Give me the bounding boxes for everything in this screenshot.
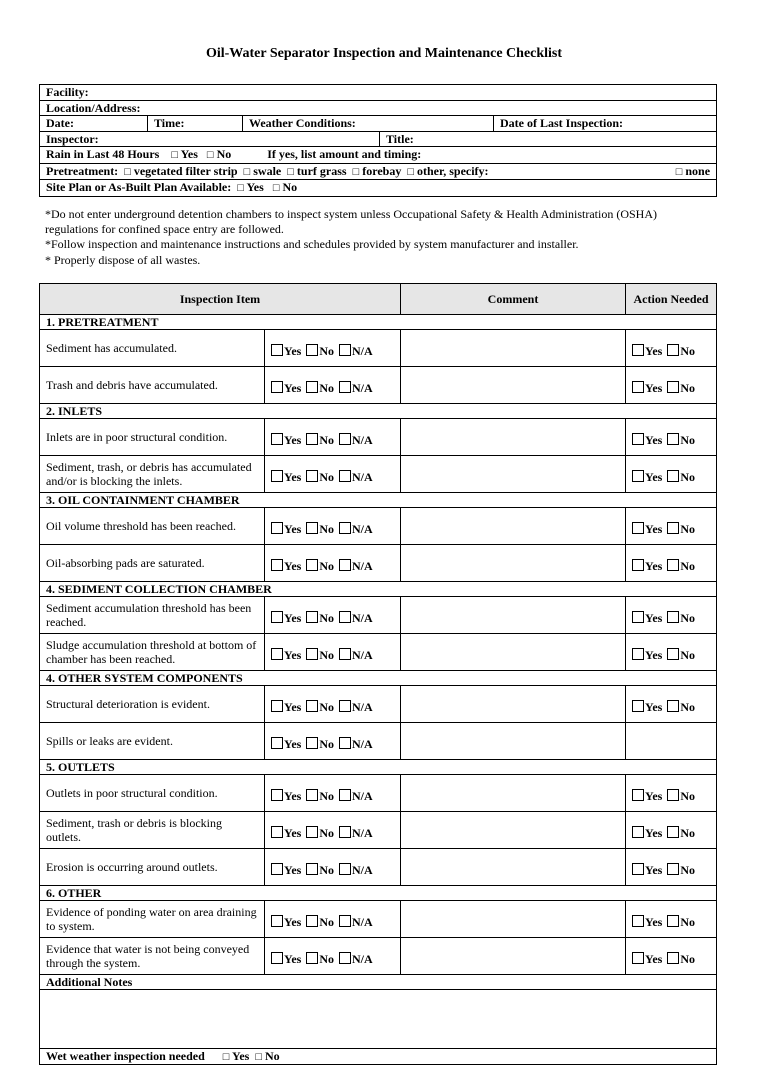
checkbox-icon[interactable] (632, 915, 644, 927)
checkbox-icon[interactable]: □ (675, 165, 683, 178)
action-options: Yes No (626, 938, 717, 975)
checkbox-icon[interactable] (339, 433, 351, 445)
checkbox-icon[interactable] (271, 522, 283, 534)
comment-cell[interactable] (401, 508, 626, 545)
inspection-item: Sediment accumulation threshold has been reached. (40, 597, 265, 634)
checkbox-icon[interactable] (271, 737, 283, 749)
checkbox-icon[interactable] (632, 522, 644, 534)
section-header: 4. OTHER SYSTEM COMPONENTS (40, 671, 717, 686)
checkbox-icon[interactable] (632, 863, 644, 875)
table-row (40, 419, 717, 456)
instructions-notes (45, 207, 705, 268)
additional-notes-field[interactable] (40, 990, 717, 1049)
checkbox-icon[interactable] (339, 522, 351, 534)
checkbox-icon[interactable] (339, 915, 351, 927)
wet-weather-row: Wet weather inspection needed □ Yes □ No (40, 1049, 717, 1065)
inspection-item: Sludge accumulation threshold at bottom of chamber has been reached. (40, 634, 265, 671)
checkbox-icon[interactable] (306, 381, 318, 393)
comment-cell[interactable] (401, 456, 626, 493)
checkbox-icon[interactable] (667, 611, 679, 623)
checkbox-icon[interactable] (339, 381, 351, 393)
checkbox-icon[interactable] (667, 700, 679, 712)
yes-no-na-options: Yes No N/A (265, 686, 401, 723)
action-options: Yes No (626, 456, 717, 493)
checkbox-icon[interactable]: □ (243, 165, 251, 178)
checkbox-icon[interactable] (667, 344, 679, 356)
checkbox-icon[interactable] (632, 433, 644, 445)
table-row (40, 901, 717, 938)
inspection-item: Evidence of ponding water on area draining to system. (40, 901, 265, 938)
checkbox-icon[interactable] (339, 826, 351, 838)
checkbox-icon[interactable] (271, 915, 283, 927)
location-field[interactable]: Location/Address: (40, 100, 717, 116)
action-options: Yes No (626, 849, 717, 886)
yes-no-na-options: Yes No N/A (265, 508, 401, 545)
comment-cell[interactable] (401, 330, 626, 367)
inspection-item: Oil volume threshold has been reached. (40, 508, 265, 545)
checkbox-icon[interactable]: □ (407, 165, 414, 178)
checkbox-icon[interactable] (632, 700, 644, 712)
note-dispose: * Properly dispose of all wastes. (45, 252, 201, 267)
checkbox-icon[interactable] (306, 952, 318, 964)
title-field[interactable]: Title: (380, 131, 717, 147)
checkbox-icon[interactable] (632, 611, 644, 623)
site-plan-row: Site Plan or As-Built Plan Available: □ Yes □ No (40, 180, 717, 197)
comment-cell[interactable] (401, 849, 626, 886)
comment-cell[interactable] (401, 686, 626, 723)
checkbox-icon[interactable] (667, 433, 679, 445)
checkbox-icon[interactable] (667, 559, 679, 571)
yes-no-na-options: Yes No N/A (265, 901, 401, 938)
checkbox-icon[interactable] (306, 344, 318, 356)
col-inspection-item: Inspection Item (40, 284, 401, 315)
section-header: 3. OIL CONTAINMENT CHAMBER (40, 493, 717, 508)
checkbox-icon[interactable]: □ (124, 165, 131, 178)
action-options: Yes No (626, 508, 717, 545)
inspection-item: Structural deterioration is evident. (40, 686, 265, 723)
checkbox-icon[interactable] (339, 559, 351, 571)
comment-cell[interactable] (401, 367, 626, 404)
checkbox-icon[interactable] (339, 611, 351, 623)
checkbox-icon[interactable]: □ (352, 165, 360, 178)
checkbox-icon[interactable] (271, 611, 283, 623)
checkbox-icon[interactable] (271, 433, 283, 445)
checkbox-icon[interactable] (632, 826, 644, 838)
header-info-table (39, 84, 717, 197)
checkbox-icon[interactable] (667, 470, 679, 482)
action-options: Yes No (626, 330, 717, 367)
time-field[interactable]: Time: (148, 116, 243, 132)
inspection-table (39, 283, 717, 1065)
comment-cell[interactable] (401, 812, 626, 849)
checkbox-icon[interactable] (667, 648, 679, 660)
weather-field[interactable]: Weather Conditions: (243, 116, 494, 132)
comment-cell[interactable] (401, 775, 626, 812)
checkbox-icon[interactable] (306, 559, 318, 571)
checkbox-icon[interactable] (271, 789, 283, 801)
section-header: 1. PRETREATMENT (40, 315, 717, 330)
inspection-item: Spills or leaks are evident. (40, 723, 265, 760)
action-options: Yes No (626, 367, 717, 404)
checkbox-icon[interactable] (632, 789, 644, 801)
checkbox-icon[interactable] (667, 789, 679, 801)
checkbox-icon[interactable] (632, 952, 644, 964)
table-row (40, 456, 717, 493)
table-row (40, 812, 717, 849)
last-inspection-field[interactable]: Date of Last Inspection: (494, 116, 717, 132)
table-row (40, 938, 717, 975)
section-header: 6. OTHER (40, 886, 717, 901)
table-row (40, 634, 717, 671)
comment-cell[interactable] (401, 938, 626, 975)
col-action-needed: Action Needed (626, 284, 717, 315)
checkbox-icon[interactable] (667, 915, 679, 927)
inspection-item: Outlets in poor structural condition. (40, 775, 265, 812)
table-row (40, 330, 717, 367)
action-options: Yes No (626, 419, 717, 456)
action-options (626, 723, 717, 760)
checkbox-icon[interactable] (339, 470, 351, 482)
inspection-item: Sediment, trash or debris is blocking outlets. (40, 812, 265, 849)
checkbox-icon[interactable] (339, 700, 351, 712)
date-field[interactable]: Date: (40, 116, 148, 132)
checkbox-icon[interactable] (271, 381, 283, 393)
table-row (40, 775, 717, 812)
page-title: Oil-Water Separator Inspection and Maintenance Checklist (205, 46, 563, 61)
note-osha: *Do not enter underground detention chambers to inspect system unless Occupational Safety & Health Administration (OSHA) regulations for confined space entry are followed. (45, 207, 657, 237)
checkbox-icon[interactable] (632, 344, 644, 356)
checkbox-icon[interactable]: □ (255, 1051, 262, 1063)
checkbox-icon[interactable]: □ (222, 1051, 230, 1063)
inspector-field[interactable]: Inspector: (40, 131, 380, 147)
table-row (40, 508, 717, 545)
inspection-item: Erosion is occurring around outlets. (40, 849, 265, 886)
note-manufacturer: *Follow inspection and maintenance instructions and schedules provided by system manufacturer and installer. (45, 237, 579, 252)
comment-cell[interactable] (401, 597, 626, 634)
checkbox-icon[interactable] (339, 789, 351, 801)
table-row (40, 723, 717, 760)
inspection-item: Sediment has accumulated. (40, 330, 265, 367)
comment-cell[interactable] (401, 419, 626, 456)
yes-no-na-options: Yes No N/A (265, 849, 401, 886)
checkbox-icon[interactable] (306, 522, 318, 534)
checkbox-icon[interactable] (271, 952, 283, 964)
yes-no-na-options: Yes No N/A (265, 456, 401, 493)
additional-notes-label: Additional Notes (40, 975, 717, 990)
checkbox-icon[interactable] (339, 952, 351, 964)
table-row (40, 367, 717, 404)
rain-row: Rain in Last 48 Hours □ Yes □ No If yes, list amount and timing: (40, 147, 717, 164)
checkbox-icon[interactable] (306, 470, 318, 482)
checkbox-icon[interactable]: □ (237, 182, 244, 194)
checkbox-icon[interactable] (306, 863, 318, 875)
checkbox-icon[interactable] (632, 648, 644, 660)
action-options: Yes No (626, 686, 717, 723)
section-header: 5. OUTLETS (40, 760, 717, 775)
checkbox-icon[interactable] (271, 648, 283, 660)
inspection-item: Trash and debris have accumulated. (40, 367, 265, 404)
inspection-item: Inlets are in poor structural condition. (40, 419, 265, 456)
checkbox-icon[interactable] (271, 700, 283, 712)
checkbox-icon[interactable] (271, 344, 283, 356)
checkbox-icon[interactable] (306, 700, 318, 712)
inspection-item: Oil-absorbing pads are saturated. (40, 545, 265, 582)
inspection-item: Evidence that water is not being conveyed through the system. (40, 938, 265, 975)
action-options: Yes No (626, 812, 717, 849)
inspection-item: Sediment, trash, or debris has accumulated and/or is blocking the inlets. (40, 456, 265, 493)
checkbox-icon[interactable] (339, 737, 351, 749)
pretreatment-row: Pretreatment: □ vegetated filter strip □ swale □ turf grass □ forebay □ other, specify: □ none (40, 163, 717, 180)
action-options: Yes No (626, 545, 717, 582)
comment-cell[interactable] (401, 545, 626, 582)
checkbox-icon[interactable] (306, 789, 318, 801)
checkbox-icon[interactable] (306, 648, 318, 660)
checkbox-icon[interactable] (306, 611, 318, 623)
table-row (40, 597, 717, 634)
comment-cell[interactable] (401, 901, 626, 938)
yes-no-na-options: Yes No N/A (265, 938, 401, 975)
comment-cell[interactable] (401, 634, 626, 671)
checkbox-icon[interactable] (271, 863, 283, 875)
action-options: Yes No (626, 634, 717, 671)
checkbox-icon[interactable] (667, 826, 679, 838)
checkbox-icon[interactable] (306, 826, 318, 838)
checkbox-icon[interactable] (667, 381, 679, 393)
checkbox-icon[interactable] (271, 559, 283, 571)
checkbox-icon[interactable]: □ (287, 165, 294, 178)
col-comment: Comment (401, 284, 626, 315)
yes-no-na-options: Yes No N/A (265, 545, 401, 582)
comment-cell[interactable] (401, 723, 626, 760)
action-options: Yes No (626, 597, 717, 634)
facility-field[interactable]: Facility: (40, 85, 717, 101)
checkbox-icon[interactable] (667, 952, 679, 964)
checkbox-icon[interactable] (667, 863, 679, 875)
yes-no-na-options: Yes No N/A (265, 597, 401, 634)
section-header: 4. SEDIMENT COLLECTION CHAMBER (40, 582, 717, 597)
table-row (40, 545, 717, 582)
checkbox-icon[interactable] (632, 559, 644, 571)
checkbox-icon[interactable] (667, 522, 679, 534)
checkbox-icon[interactable] (271, 826, 283, 838)
table-row (40, 686, 717, 723)
checkbox-icon[interactable] (632, 381, 644, 393)
yes-no-na-options: Yes No N/A (265, 634, 401, 671)
yes-no-na-options: Yes No N/A (265, 775, 401, 812)
checkbox-icon[interactable] (632, 470, 644, 482)
checkbox-icon[interactable] (306, 915, 318, 927)
table-row (40, 849, 717, 886)
yes-no-na-options: Yes No N/A (265, 367, 401, 404)
checkbox-icon[interactable] (306, 737, 318, 749)
yes-no-na-options: Yes No N/A (265, 330, 401, 367)
section-header: 2. INLETS (40, 404, 717, 419)
checkbox-icon[interactable]: □ (206, 149, 214, 161)
yes-no-na-options: Yes No N/A (265, 723, 401, 760)
action-options: Yes No (626, 775, 717, 812)
checkbox-icon[interactable] (306, 433, 318, 445)
checkbox-icon[interactable] (339, 344, 351, 356)
checkbox-icon[interactable] (339, 863, 351, 875)
checkbox-icon[interactable] (271, 470, 283, 482)
action-options: Yes No (626, 901, 717, 938)
yes-no-na-options: Yes No N/A (265, 812, 401, 849)
checkbox-icon[interactable]: □ (272, 182, 280, 194)
checkbox-icon[interactable]: □ (171, 149, 179, 161)
checkbox-icon[interactable] (339, 648, 351, 660)
yes-no-na-options: Yes No N/A (265, 419, 401, 456)
